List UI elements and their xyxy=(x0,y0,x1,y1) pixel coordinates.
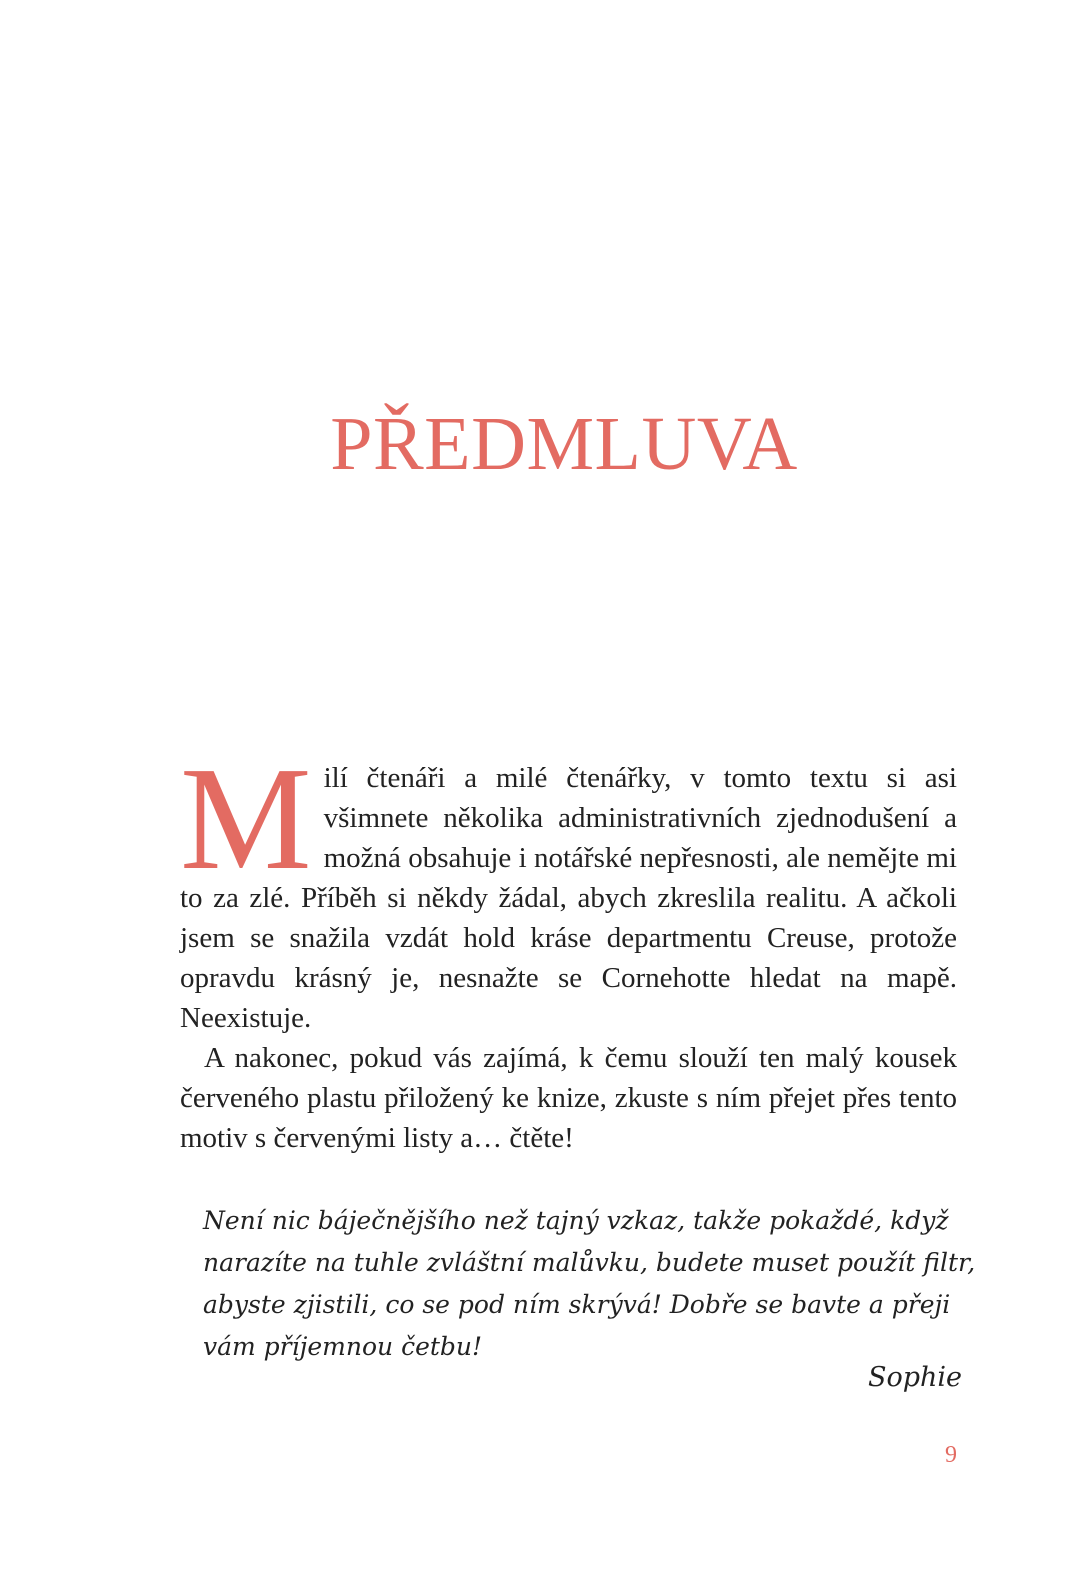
handwritten-note xyxy=(203,1200,976,1368)
note-line: vám příjemnou četbu! xyxy=(203,1332,483,1361)
note-line: narazíte na tuhle zvláštní malůvku, budete muset použít filtr, xyxy=(203,1248,976,1277)
note-line: abyste zjistili, co se pod ním skrývá! Dobře se bavte a přeji xyxy=(203,1290,951,1319)
chapter-title: PŘEDMLUVA xyxy=(330,402,798,486)
paragraph-1-text: ilí čtenáři a milé čtenářky, v tomto textu si asi všimnete několika administrativních zjednodušení a možná obsahuje i notářské nepřesnosti, ale nemějte mi to za zlé. Příběh si někdy žádal, abych zkreslila realitu. A ačkoli jsem se snažila vzdát hold kráse departmentu Creuse, protože opravdu krásný je, nesnažte se Cornehotte hledat na mapě. Neexistuje. xyxy=(180,762,957,1034)
paragraph-1 xyxy=(180,737,957,1038)
signature: Sophie xyxy=(867,1362,962,1393)
drop-cap: M xyxy=(180,737,312,901)
note-line: Není nic báječnějšího než tajný vzkaz, takže pokaždé, když xyxy=(203,1206,949,1235)
page-number: 9 xyxy=(945,1442,957,1468)
body-text xyxy=(180,737,957,1158)
paragraph-2: A nakonec, pokud vás zajímá, k čemu slouží ten malý kousek červeného plastu přiložený ke knize, zkuste s ním přejet přes tento motiv s červenými listy a… čtěte! xyxy=(180,1042,957,1154)
